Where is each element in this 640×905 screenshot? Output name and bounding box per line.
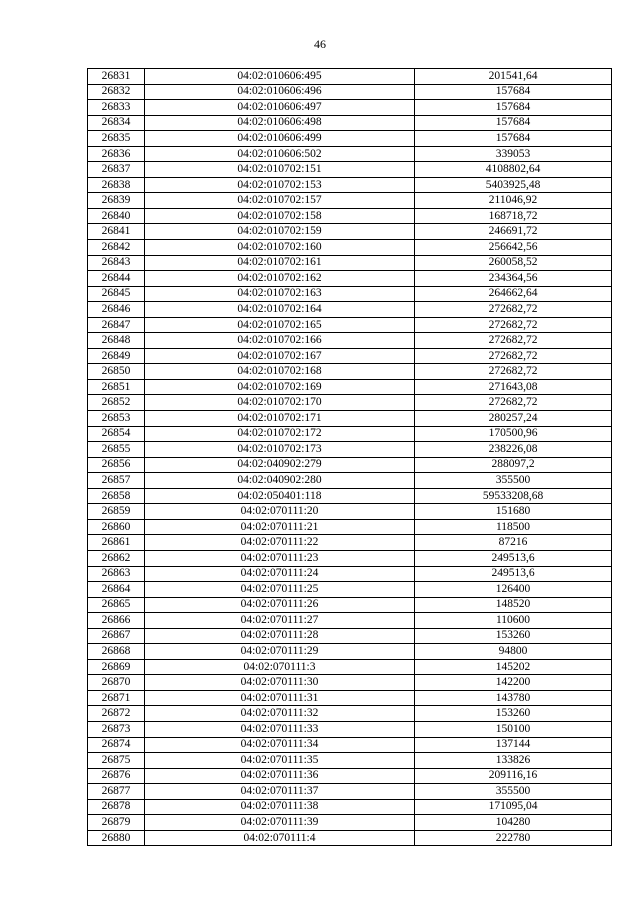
table-row <box>88 131 612 147</box>
cadastral-number-cell: 04:02:070111:3 <box>145 659 415 675</box>
table-row <box>88 628 612 644</box>
table-row <box>88 473 612 489</box>
row-number-cell: 26843 <box>88 255 145 271</box>
cadastral-value-cell: 59533208,68 <box>415 488 612 504</box>
cadastral-number-cell: 04:02:070111:33 <box>145 721 415 737</box>
table-row <box>88 675 612 691</box>
cadastral-number-cell: 04:02:010702:151 <box>145 162 415 178</box>
row-number-cell: 26835 <box>88 131 145 147</box>
table-row <box>88 271 612 287</box>
cadastral-value-cell: 288097,2 <box>415 457 612 473</box>
cadastral-value-cell: 157684 <box>415 115 612 131</box>
cadastral-value-cell: 249513,6 <box>415 550 612 566</box>
cadastral-value-cell: 148520 <box>415 597 612 613</box>
cadastral-number-cell: 04:02:010702:165 <box>145 317 415 333</box>
cadastral-number-cell: 04:02:070111:28 <box>145 628 415 644</box>
row-number-cell: 26859 <box>88 504 145 520</box>
row-number-cell: 26874 <box>88 737 145 753</box>
row-number-cell: 26841 <box>88 224 145 240</box>
cadastral-value-cell: 126400 <box>415 582 612 598</box>
cadastral-value-cell: 110600 <box>415 613 612 629</box>
cadastral-number-cell: 04:02:070111:20 <box>145 504 415 520</box>
table-row <box>88 364 612 380</box>
table-row <box>88 100 612 116</box>
cadastral-number-cell: 04:02:070111:35 <box>145 753 415 769</box>
cadastral-number-cell: 04:02:070111:25 <box>145 582 415 598</box>
cadastral-value-cell: 271643,08 <box>415 379 612 395</box>
cadastral-value-cell: 171095,04 <box>415 799 612 815</box>
cadastral-value-cell: 280257,24 <box>415 411 612 427</box>
cadastral-number-cell: 04:02:010702:172 <box>145 426 415 442</box>
cadastral-number-cell: 04:02:070111:21 <box>145 519 415 535</box>
cadastral-value-cell: 145202 <box>415 659 612 675</box>
cadastral-value-cell: 272682,72 <box>415 317 612 333</box>
row-number-cell: 26850 <box>88 364 145 380</box>
row-number-cell: 26856 <box>88 457 145 473</box>
cadastral-value-cell: 5403925,48 <box>415 177 612 193</box>
row-number-cell: 26877 <box>88 784 145 800</box>
cadastral-value-cell: 249513,6 <box>415 566 612 582</box>
table-row <box>88 348 612 364</box>
row-number-cell: 26875 <box>88 753 145 769</box>
row-number-cell: 26848 <box>88 333 145 349</box>
row-number-cell: 26853 <box>88 411 145 427</box>
page-number: 46 <box>314 37 326 51</box>
cadastral-value-cell: 201541,64 <box>415 69 612 85</box>
table-row <box>88 162 612 178</box>
cadastral-number-cell: 04:02:010702:173 <box>145 442 415 458</box>
cadastral-value-cell: 355500 <box>415 473 612 489</box>
cadastral-value-cell: 133826 <box>415 753 612 769</box>
table-row <box>88 208 612 224</box>
table-row <box>88 659 612 675</box>
cadastral-value-cell: 272682,72 <box>415 395 612 411</box>
row-number-cell: 26867 <box>88 628 145 644</box>
table-row <box>88 224 612 240</box>
cadastral-number-cell: 04:02:040902:279 <box>145 457 415 473</box>
cadastral-number-cell: 04:02:010702:164 <box>145 302 415 318</box>
table-row <box>88 706 612 722</box>
table-row <box>88 597 612 613</box>
cadastral-number-cell: 04:02:010702:167 <box>145 348 415 364</box>
table-row <box>88 768 612 784</box>
cadastral-number-cell: 04:02:010702:162 <box>145 271 415 287</box>
table-row <box>88 146 612 162</box>
cadastral-number-cell: 04:02:010702:153 <box>145 177 415 193</box>
row-number-cell: 26833 <box>88 100 145 116</box>
row-number-cell: 26869 <box>88 659 145 675</box>
table-row <box>88 395 612 411</box>
cadastral-value-cell: 137144 <box>415 737 612 753</box>
row-number-cell: 26845 <box>88 286 145 302</box>
cadastral-number-cell: 04:02:070111:30 <box>145 675 415 691</box>
table-row <box>88 721 612 737</box>
cadastral-value-cell: 260058,52 <box>415 255 612 271</box>
row-number-cell: 26831 <box>88 69 145 85</box>
row-number-cell: 26837 <box>88 162 145 178</box>
cadastral-number-cell: 04:02:010702:158 <box>145 208 415 224</box>
table-row <box>88 240 612 256</box>
row-number-cell: 26873 <box>88 721 145 737</box>
row-number-cell: 26842 <box>88 240 145 256</box>
cadastral-number-cell: 04:02:070111:29 <box>145 644 415 660</box>
cadastral-value-cell: 339053 <box>415 146 612 162</box>
cadastral-number-cell: 04:02:070111:32 <box>145 706 415 722</box>
cadastral-value-cell: 142200 <box>415 675 612 691</box>
table-row <box>88 84 612 100</box>
table-row <box>88 457 612 473</box>
cadastral-number-cell: 04:02:010606:496 <box>145 84 415 100</box>
cadastral-number-cell: 04:02:070111:39 <box>145 815 415 831</box>
cadastral-number-cell: 04:02:050401:118 <box>145 488 415 504</box>
cadastral-value-cell: 157684 <box>415 100 612 116</box>
row-number-cell: 26839 <box>88 193 145 209</box>
cadastral-number-cell: 04:02:010702:168 <box>145 364 415 380</box>
row-number-cell: 26857 <box>88 473 145 489</box>
row-number-cell: 26863 <box>88 566 145 582</box>
table-row <box>88 379 612 395</box>
cadastral-value-cell: 272682,72 <box>415 364 612 380</box>
cadastral-number-cell: 04:02:010702:157 <box>145 193 415 209</box>
cadastral-number-cell: 04:02:070111:23 <box>145 550 415 566</box>
table-row <box>88 519 612 535</box>
cadastral-value-cell: 150100 <box>415 721 612 737</box>
row-number-cell: 26864 <box>88 582 145 598</box>
cadastral-value-cell: 272682,72 <box>415 302 612 318</box>
cadastral-number-cell: 04:02:010606:502 <box>145 146 415 162</box>
row-number-cell: 26879 <box>88 815 145 831</box>
table-row <box>88 442 612 458</box>
cadastral-number-cell: 04:02:070111:26 <box>145 597 415 613</box>
row-number-cell: 26870 <box>88 675 145 691</box>
table-row <box>88 566 612 582</box>
cadastral-number-cell: 04:02:010702:169 <box>145 379 415 395</box>
cadastral-number-cell: 04:02:070111:31 <box>145 690 415 706</box>
row-number-cell: 26838 <box>88 177 145 193</box>
cadastral-number-cell: 04:02:010702:166 <box>145 333 415 349</box>
cadastral-value-cell: 4108802,64 <box>415 162 612 178</box>
table-row <box>88 737 612 753</box>
row-number-cell: 26836 <box>88 146 145 162</box>
table-row <box>88 504 612 520</box>
row-number-cell: 26871 <box>88 690 145 706</box>
row-number-cell: 26876 <box>88 768 145 784</box>
cadastral-number-cell: 04:02:010702:170 <box>145 395 415 411</box>
table-row <box>88 799 612 815</box>
cadastral-value-cell: 211046,92 <box>415 193 612 209</box>
cadastral-number-cell: 04:02:010702:159 <box>145 224 415 240</box>
cadastral-value-cell: 143780 <box>415 690 612 706</box>
table-row <box>88 426 612 442</box>
table-row <box>88 644 612 660</box>
row-number-cell: 26865 <box>88 597 145 613</box>
cadastral-number-cell: 04:02:010702:171 <box>145 411 415 427</box>
cadastral-number-cell: 04:02:010702:161 <box>145 255 415 271</box>
cadastral-number-cell: 04:02:070111:4 <box>145 830 415 846</box>
table-row <box>88 115 612 131</box>
row-number-cell: 26844 <box>88 271 145 287</box>
row-number-cell: 26858 <box>88 488 145 504</box>
cadastral-number-cell: 04:02:070111:38 <box>145 799 415 815</box>
row-number-cell: 26852 <box>88 395 145 411</box>
row-number-cell: 26840 <box>88 208 145 224</box>
table-row <box>88 69 612 85</box>
cadastral-value-cell: 272682,72 <box>415 333 612 349</box>
table-row <box>88 488 612 504</box>
cadastral-value-cell: 209116,16 <box>415 768 612 784</box>
cadastral-value-cell: 355500 <box>415 784 612 800</box>
row-number-cell: 26832 <box>88 84 145 100</box>
cadastral-number-cell: 04:02:010606:497 <box>145 100 415 116</box>
cadastral-value-cell: 94800 <box>415 644 612 660</box>
cadastral-value-cell: 168718,72 <box>415 208 612 224</box>
cadastral-value-cell: 222780 <box>415 830 612 846</box>
table-row <box>88 302 612 318</box>
cadastral-value-cell: 246691,72 <box>415 224 612 240</box>
cadastral-value-cell: 234364,56 <box>415 271 612 287</box>
row-number-cell: 26880 <box>88 830 145 846</box>
cadastral-value-cell: 118500 <box>415 519 612 535</box>
table-row <box>88 690 612 706</box>
table-row <box>88 535 612 551</box>
row-number-cell: 26851 <box>88 379 145 395</box>
cadastral-value-cell: 153260 <box>415 628 612 644</box>
row-number-cell: 26872 <box>88 706 145 722</box>
table-row <box>88 830 612 846</box>
table-row <box>88 255 612 271</box>
table-row <box>88 193 612 209</box>
cadastral-number-cell: 04:02:070111:36 <box>145 768 415 784</box>
cadastral-value-cell: 170500,96 <box>415 426 612 442</box>
cadastral-number-cell: 04:02:070111:27 <box>145 613 415 629</box>
row-number-cell: 26862 <box>88 550 145 566</box>
cadastral-value-cell: 151680 <box>415 504 612 520</box>
cadastral-number-cell: 04:02:070111:37 <box>145 784 415 800</box>
table-row <box>88 333 612 349</box>
table-row <box>88 582 612 598</box>
cadastral-value-cell: 256642,56 <box>415 240 612 256</box>
table-row <box>88 177 612 193</box>
table-row <box>88 317 612 333</box>
row-number-cell: 26847 <box>88 317 145 333</box>
table-row <box>88 753 612 769</box>
table-row <box>88 613 612 629</box>
row-number-cell: 26855 <box>88 442 145 458</box>
table-body <box>88 69 612 846</box>
cadastral-number-cell: 04:02:040902:280 <box>145 473 415 489</box>
row-number-cell: 26868 <box>88 644 145 660</box>
row-number-cell: 26878 <box>88 799 145 815</box>
cadastral-number-cell: 04:02:070111:34 <box>145 737 415 753</box>
cadastral-value-cell: 104280 <box>415 815 612 831</box>
cadastral-value-cell: 157684 <box>415 84 612 100</box>
row-number-cell: 26861 <box>88 535 145 551</box>
row-number-cell: 26854 <box>88 426 145 442</box>
table-row <box>88 784 612 800</box>
table-row <box>88 411 612 427</box>
cadastral-number-cell: 04:02:010606:498 <box>145 115 415 131</box>
table-row <box>88 286 612 302</box>
cadastral-value-cell: 272682,72 <box>415 348 612 364</box>
cadastral-value-table <box>87 68 612 846</box>
row-number-cell: 26849 <box>88 348 145 364</box>
cadastral-number-cell: 04:02:010702:163 <box>145 286 415 302</box>
cadastral-number-cell: 04:02:010702:160 <box>145 240 415 256</box>
cadastral-number-cell: 04:02:070111:22 <box>145 535 415 551</box>
cadastral-number-cell: 04:02:010606:495 <box>145 69 415 85</box>
table-row <box>88 550 612 566</box>
cadastral-number-cell: 04:02:010606:499 <box>145 131 415 147</box>
row-number-cell: 26866 <box>88 613 145 629</box>
row-number-cell: 26846 <box>88 302 145 318</box>
table-row <box>88 815 612 831</box>
cadastral-value-cell: 153260 <box>415 706 612 722</box>
cadastral-value-cell: 238226,08 <box>415 442 612 458</box>
row-number-cell: 26834 <box>88 115 145 131</box>
cadastral-number-cell: 04:02:070111:24 <box>145 566 415 582</box>
row-number-cell: 26860 <box>88 519 145 535</box>
cadastral-value-cell: 87216 <box>415 535 612 551</box>
cadastral-value-cell: 264662,64 <box>415 286 612 302</box>
cadastral-value-cell: 157684 <box>415 131 612 147</box>
